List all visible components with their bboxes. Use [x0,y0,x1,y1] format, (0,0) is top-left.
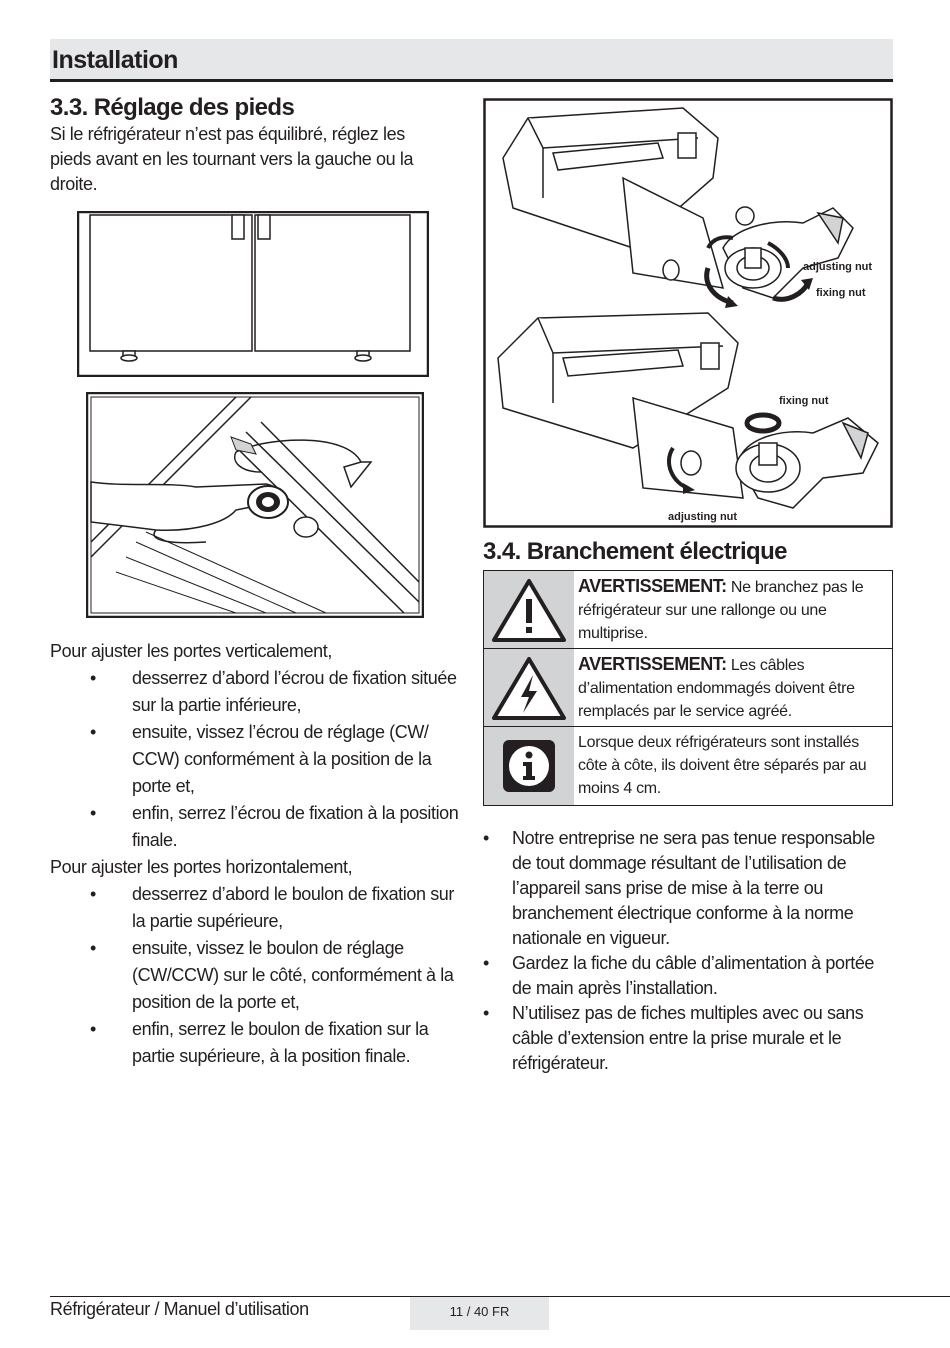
footer-manual-title: Réfrigérateur / Manuel d’utilisation [50,1299,309,1319]
list-item: • enfin, serrez le boulon de fixation sur la partie supérieure, à la position finale. [90,1019,429,1066]
horizontal-steps-list [50,881,460,1070]
section-header-bar [50,39,893,82]
warnings-table [483,570,893,806]
warning-text: AVERTISSEMENT: Ne branchez pas le réfrigérateur sur une rallonge ou une multiprise. [578,576,864,642]
section-title: Installation [52,46,178,74]
warning-row [484,727,892,805]
warning-label: AVERTISSEMENT: [578,654,727,674]
list-item: • ensuite, vissez le boulon de réglage (CW/CCW) sur le côté, conformément à la position de la porte et, [90,938,454,1012]
warning-row [484,649,892,727]
fridge-front-illustration [77,211,429,377]
info-text: Lorsque deux réfrigérateurs sont installés côte à côte, ils doivent être séparés par au moins 4 cm. [578,734,867,797]
left-column [50,94,459,1066]
list-item: • desserrez d’abord le boulon de fixation sur la partie supérieure, [90,884,455,931]
page-number: 11 / 40 FR [410,1297,549,1330]
list-item: • enfin, serrez l’écrou de fixation à la position finale. [90,803,459,850]
icon-cell [484,571,574,648]
hinge-adjustment-illustration [483,98,893,528]
warning-label: AVERTISSEMENT: [578,576,727,596]
electrical-notes-list [483,826,895,1076]
foot-adjustment-illustration [86,392,424,618]
horizontal-lead: Pour ajuster les portes horizontalement, [50,857,353,877]
list-item: • Notre entreprise ne sera pas tenue responsable de tout dommage résultant de l’utilisation de l’appareil sans prise de mise à la terre ou branchement électrique conforme à la norme nationale en vigueur. [483,828,875,948]
icon-cell [484,649,574,726]
list-item: • N’utilisez pas de fiches multiples avec ou sans câble d’extension entre la prise murale et le réfrigérateur. [483,1003,864,1073]
icon-cell [484,727,574,805]
list-item: • desserrez d’abord l’écrou de fixation située sur la partie inférieure, [90,668,457,715]
label-adjusting-nut-top: adjusting nut [803,261,873,273]
warning-row [484,571,892,649]
heading-3-3: 3.3. Réglage des pieds [50,94,295,121]
door-adjustment-instructions [50,638,460,1070]
intro-paragraph: Si le réfrigérateur n’est pas équilibré, réglez les pieds avant en les tournant vers la gauche ou la droite. [50,124,414,194]
electric-hazard-icon [491,655,567,721]
label-adjusting-nut-bottom: adjusting nut [668,511,738,523]
label-fixing-nut-bottom: fixing nut [779,395,829,407]
vertical-lead: Pour ajuster les portes verticalement, [50,641,332,661]
info-icon [501,738,557,794]
warning-triangle-icon [491,577,567,643]
heading-3-4: 3.4. Branchement électrique [483,538,787,565]
list-item: • ensuite, vissez l’écrou de réglage (CW/ CCW) conformément à la position de la porte et, [90,722,432,796]
list-item: • Gardez la fiche du câble d’alimentation à portée de main après l’installation. [483,953,875,998]
vertical-steps-list [50,665,460,854]
label-fixing-nut-top: fixing nut [816,287,866,299]
warning-text: AVERTISSEMENT: Les câbles d’alimentation endommagés doivent être remplacés par le service agréé. [578,654,855,720]
